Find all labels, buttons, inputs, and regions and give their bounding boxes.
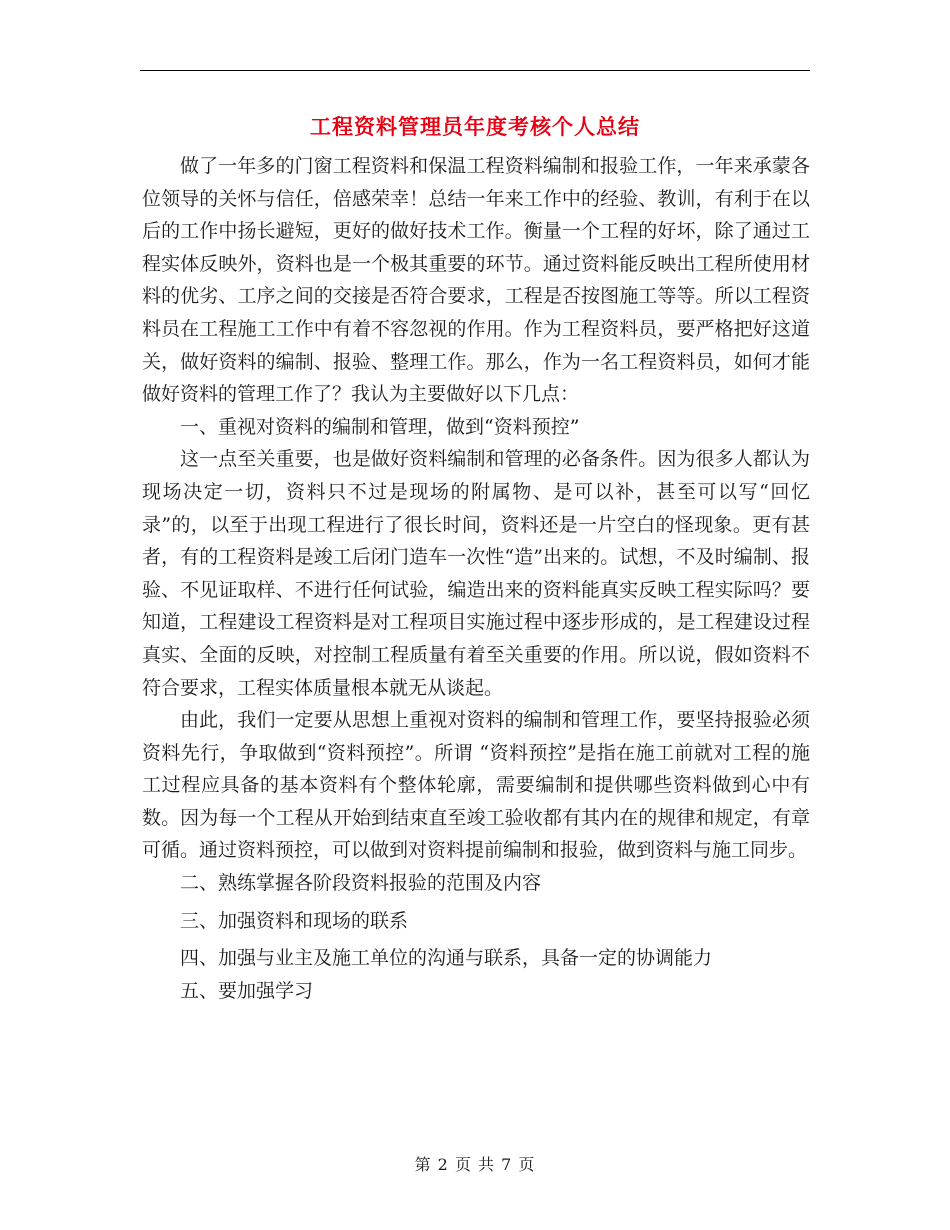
header-rule (140, 70, 810, 71)
section-heading-2: 二、熟练掌握各阶段资料报验的范围及内容 (180, 872, 542, 895)
intro-paragraph: 做了一年多的门窗工程资料和保温工程资料编制和报验工作，一年来承蒙各位领导的关怀与信任，倍感荣幸！总结一年来工作中的经验、教训，有利于在以后的工作中扬长避短，更好的做好技术工作。衡量一个工程的好坏，除了通过工程实体反映外，资料也是一个极其重要的环节。通过资料能反映出工程所使用材料的优劣、工序之间的交接是否符合要求，工程是否按图施工等等。所以工程资料员在工程施工工作中有着不容忽视的作用。作为工程资料员，要严格把好这道关，做好资料的编制、报验、整理工作。那么，作为一名工程资料员，如何才能做好资料的管理工作了？我认为主要做好以下几点： (142, 155, 810, 406)
section-heading-1: 一、重视对资料的编制和管理，做到“资料预控” (180, 415, 580, 438)
document-body (142, 150, 810, 1007)
document-title: 工程资料管理员年度考核个人总结 (310, 114, 640, 139)
section-heading-4: 四、加强与业主及施工单位的沟通与联系，具备一定的协调能力 (180, 947, 713, 970)
page-number: 第 2 页 共 7 页 (414, 1155, 536, 1174)
section-1-paragraph-2: 由此，我们一定要从思想上重视对资料的编制和管理工作，要坚持报验必须资料先行，争取做到“资料预控”。所谓 “资料预控”是指在施工前就对工程的施工过程应具备的基本资料有个整体轮廓，需要编制和提供哪些资料做到心中有数。因为每一个工程从开始到结束直至竣工验收都有其内在的规律和规定，有章可循。通过资料预控，可以做到对资料提前编制和报验，做到资料与施工同步。 (142, 709, 810, 862)
section-heading-3: 三、加强资料和现场的联系 (180, 909, 409, 932)
section-1-paragraph-1: 这一点至关重要，也是做好资料编制和管理的必备条件。因为很多人都认为现场决定一切，资料只不过是现场的附属物、是可以补，甚至可以写“回忆录”的，以至于出现工程进行了很长时间，资料还是一片空白的怪现象。更有甚者，有的工程资料是竣工后闭门造车一次性“造”出来的。试想，不及时编制、报验、不见证取样、不进行任何试验，编造出来的资料能真实反映工程实际吗？要知道，工程建设工程资料是对工程项目实施过程中逐步形成的，是工程建设过程真实、全面的反映，对控制工程质量有着至关重要的作用。所以说，假如资料不符合要求，工程实体质量根本就无从谈起。 (142, 448, 810, 699)
section-heading-5: 五、要加强学习 (180, 979, 314, 1002)
